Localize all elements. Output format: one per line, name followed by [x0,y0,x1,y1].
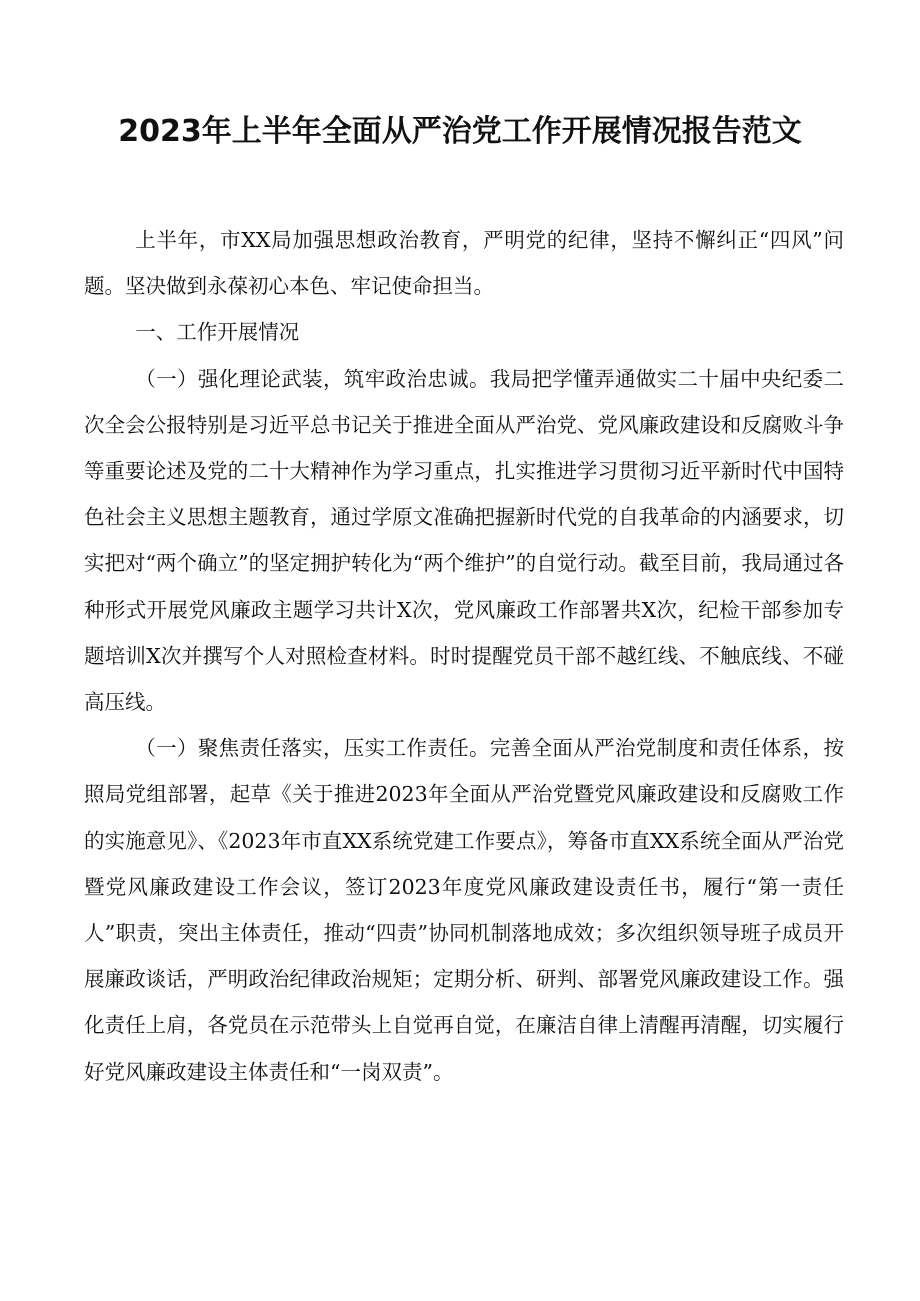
paragraph-theory: （一）强化理论武装，筑牢政治忠诚。我局把学懂弄通做实二十届中央纪委二次全会公报特别是习近平总书记关于推进全面从严治党、党风廉政建设和反腐败斗争等重要论述及党的二十大精神作为学习重点，扎实推进学习贯彻习近平新时代中国特色社会主义思想主题教育，通过学原文准确把握新时代党的自我革命的内涵要求，切实把对“两个确立”的坚定拥护转化为“两个维护”的自觉行动。截至目前，我局通过各种形式开展党风廉政主题学习共计X次，党风廉政工作部署共X次，纪检干部参加专题培训X次并撰写个人对照检查材料。时时提醒党员干部不越红线、不触底线、不碰高压线。 [84,366,844,715]
document-body [84,217,844,1095]
paragraph-responsibility: （一）聚焦责任落实，压实工作责任。完善全面从严治党制度和责任体系，按照局党组部署，起草《关于推进2023年全面从严治党暨党风廉政建设和反腐败工作的实施意见》、《2023年市直XX系统党建工作要点》，筹备市直XX系统全面从严治党暨党风廉政建设工作会议，签订2023年度党风廉政建设责任书，履行“第一责任人”职责，突出主体责任，推动“四责”协同机制落地成效；多次组织领导班子成员开展廉政谈话，严明政治纪律政治规矩；定期分析、研判、部署党风廉政建设工作。强化责任上肩，各党员在示范带头上自觉再自觉，在廉洁自律上清醒再清醒，切实履行好党风廉政建设主体责任和“一岗双责”。 [84,736,844,1084]
section-heading: 一、工作开展情况 [135,320,300,345]
document-title: 2023年上半年全面从严治党工作开展情况报告范文 [118,114,802,149]
paragraph-intro: 上半年，市XX局加强思想政治教育，严明党的纪律，坚持不懈纠正“四风”问题。坚决做到永葆初心本色、牢记使命担当。 [84,228,844,299]
